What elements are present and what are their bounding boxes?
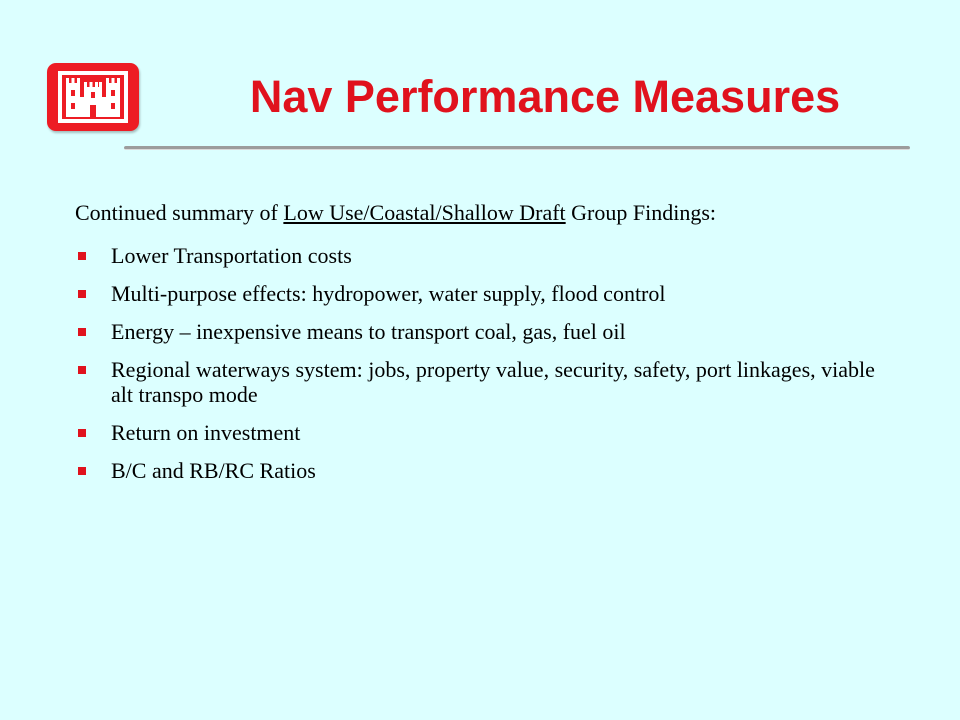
bullet-square-icon: [78, 429, 86, 437]
list-item: [75, 281, 895, 306]
intro-prefix: Continued summary of: [75, 200, 284, 225]
bullet-square-icon: [78, 290, 86, 298]
list-item: [75, 357, 895, 407]
bullet-square-icon: [78, 366, 86, 374]
bullet-square-icon: [78, 467, 86, 475]
bullet-square-icon: [78, 252, 86, 260]
list-item-text: Energy – inexpensive means to transport coal, gas, fuel oil: [111, 319, 626, 344]
castle-icon: [47, 63, 139, 131]
logo: [47, 63, 139, 131]
list-item-text: B/C and RB/RC Ratios: [111, 458, 316, 483]
findings-list: [75, 230, 895, 483]
intro-underlined: Low Use/Coastal/Shallow Draft: [283, 200, 566, 225]
list-item: [75, 319, 895, 344]
intro-suffix: Group Findings:: [565, 200, 717, 225]
list-item: [75, 420, 895, 445]
list-item-text: Return on investment: [111, 420, 301, 445]
list-item: [75, 458, 895, 483]
bullet-square-icon: [78, 328, 86, 336]
list-item-text: Lower Transportation costs: [111, 243, 352, 268]
list-item-text: Multi-purpose effects: hydropower, water supply, flood control: [111, 281, 666, 306]
list-item: [75, 243, 895, 268]
intro-text: [75, 196, 895, 230]
title-divider: [124, 146, 910, 150]
slide-title: Nav Performance Measures: [249, 71, 841, 122]
list-item-text: Regional waterways system: jobs, property value, security, safety, port linkages, viable alt transpo mode: [111, 357, 875, 407]
